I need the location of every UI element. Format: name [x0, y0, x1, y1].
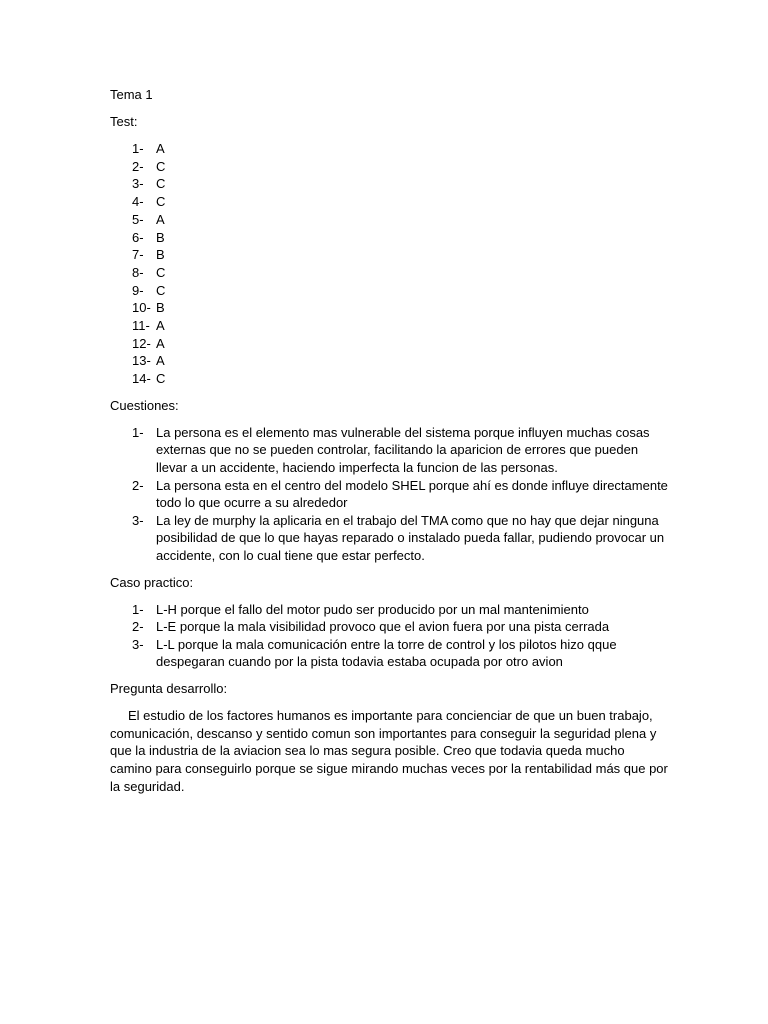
test-answer-item: [110, 211, 670, 229]
test-answer-item: [110, 317, 670, 335]
test-answer-item: [110, 246, 670, 264]
item-number: 14-: [132, 371, 151, 387]
test-answer-item: [110, 158, 670, 176]
cuestion-text: La persona esta en el centro del modelo SHEL porque ahí es donde influye directamente todo lo que ocurre a su alrededor: [156, 477, 668, 511]
test-answer-item: [110, 229, 670, 247]
caso-item: [110, 601, 670, 619]
item-number: 8-: [132, 264, 144, 280]
test-answer-item: [110, 264, 670, 282]
test-answer: A: [156, 211, 165, 227]
test-answer-item: [110, 352, 670, 370]
test-answer: C: [156, 176, 166, 192]
test-answer: A: [156, 318, 165, 334]
item-number: 1-: [132, 601, 144, 617]
item-number: 3-: [132, 636, 144, 652]
document-title: Tema 1: [110, 87, 153, 102]
cuestion-item: [110, 424, 670, 477]
test-answer: A: [156, 141, 165, 156]
test-answer-item: [110, 370, 670, 388]
test-answer: B: [156, 247, 165, 263]
test-answer-list: [110, 140, 670, 388]
test-answer: C: [156, 264, 166, 280]
caso-text: L-H porque el fallo del motor pudo ser producido por un mal mantenimiento: [156, 601, 589, 617]
test-answer: B: [156, 229, 165, 245]
document-page: [110, 86, 670, 795]
item-number: 7-: [132, 247, 144, 263]
test-answer-item: [110, 282, 670, 300]
item-number: 3-: [132, 512, 144, 528]
item-number: 1-: [132, 424, 144, 440]
desarrollo-paragraph: El estudio de los factores humanos es importante para concienciar de que un buen trabajo, comunicación, descanso y sentido comun son importantes para conseguir la seguridad plena y que la industria de la aviacion sea lo mas segura posible. Creo que todavia queda mucho camino para conseguirlo porque se sigue mirando muchas veces por la rentabilidad más que por la seguridad.: [110, 707, 668, 794]
test-answer-item: [110, 299, 670, 317]
item-number: 5-: [132, 211, 144, 227]
item-number: 2-: [132, 158, 144, 174]
item-number: 1-: [132, 141, 144, 156]
test-answer-item: [110, 175, 670, 193]
item-number: 2-: [132, 477, 144, 493]
caso-practico-heading: Caso practico:: [110, 574, 194, 590]
caso-item: [110, 636, 670, 671]
cuestiones-list: [110, 424, 670, 565]
item-number: 12-: [132, 335, 151, 351]
desarrollo-heading: Pregunta desarrollo:: [110, 680, 228, 696]
test-answer: A: [156, 353, 165, 369]
test-answer: C: [156, 158, 166, 174]
item-number: 4-: [132, 194, 144, 210]
cuestion-item: [110, 477, 670, 512]
caso-text: L-L porque la mala comunicación entre la torre de control y los pilotos hizo qque despegaran cuando por la pista todavia estaba ocupada por otro avion: [156, 636, 617, 670]
cuestiones-heading: Cuestiones:: [110, 397, 179, 413]
test-answer: B: [156, 300, 165, 316]
test-answer-item: [110, 140, 670, 158]
caso-practico-list: [110, 601, 670, 671]
test-answer: A: [156, 335, 165, 351]
item-number: 2-: [132, 619, 144, 635]
test-answer-item: [110, 335, 670, 353]
test-answer: C: [156, 371, 166, 387]
test-answer: C: [156, 282, 166, 298]
caso-text: L-E porque la mala visibilidad provoco que el avion fuera por una pista cerrada: [156, 619, 610, 635]
cuestion-item: [110, 512, 670, 565]
cuestion-text: La persona es el elemento mas vulnerable del sistema porque influyen muchas cosas externas que no se pueden controlar, facilitando la aparicion de errores que pueden llevar a un accidente, haciendo imperfecta la funcion de las personas.: [156, 424, 650, 476]
item-number: 9-: [132, 282, 144, 298]
cuestion-text: La ley de murphy la aplicaria en el trabajo del TMA como que no hay que dejar ninguna posibilidad de que lo que hayas reparado o instalado pueda fallar, pudiendo provocar un accidente, con lo cual tiene que estar perfecto.: [156, 512, 665, 563]
test-answer-item: [110, 193, 670, 211]
item-number: 11-: [132, 318, 150, 334]
test-heading: Test:: [110, 114, 138, 129]
item-number: 3-: [132, 176, 144, 192]
test-answer: C: [156, 194, 166, 210]
item-number: 10-: [132, 300, 151, 316]
item-number: 6-: [132, 229, 144, 245]
item-number: 13-: [132, 353, 151, 369]
caso-item: [110, 618, 670, 636]
